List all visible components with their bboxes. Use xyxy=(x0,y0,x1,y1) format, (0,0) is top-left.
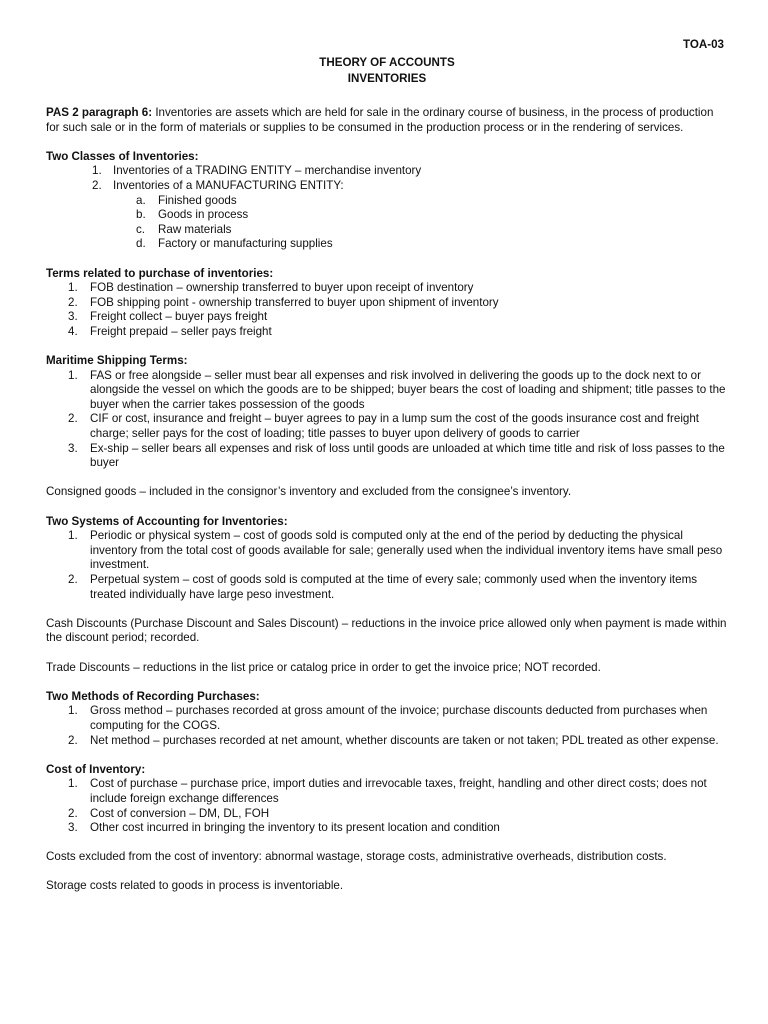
list-number: 2. xyxy=(68,295,78,309)
list-item xyxy=(46,821,728,836)
list-text: Inventories of a MANUFACTURING ENTITY: xyxy=(113,178,344,192)
list-text: Net method – purchases recorded at net amount, whether discounts are taken or not taken; PDL treated as other expense. xyxy=(90,733,719,747)
list-number: 1. xyxy=(92,164,102,178)
list-number: 1. xyxy=(68,529,78,543)
list-text: Perpetual system – cost of goods sold is computed at the time of every sale; commonly used when the inventory items treated individually have large peso investment. xyxy=(90,573,698,601)
list-number: 1. xyxy=(68,777,78,791)
list-number: d. xyxy=(136,237,146,251)
title-line-2: INVENTORIES xyxy=(347,71,427,85)
list-item xyxy=(46,194,728,209)
list-text: Factory or manufacturing supplies xyxy=(158,237,333,251)
list-number: 2. xyxy=(68,412,78,426)
section-cost-of-inventory xyxy=(46,763,728,836)
list-number: 1. xyxy=(68,704,78,718)
sub-list xyxy=(46,194,728,252)
list-text: CIF or cost, insurance and freight – buyer agrees to pay in a lump sum the cost of the goods insurance cost and freight charge; seller pays for the cost of loading; title passes to buyer upon delivery of goods to carrier xyxy=(90,412,700,441)
cash-discounts-paragraph: Cash Discounts (Purchase Discount and Sales Discount) – reductions in the invoice price allowed only when payment is made within the discount period; recorded. xyxy=(46,616,727,645)
section-heading: Two Classes of Inventories: xyxy=(46,149,199,163)
list-item xyxy=(46,237,728,252)
list-number: 3. xyxy=(68,441,78,455)
section-terms-purchase xyxy=(46,267,728,340)
list-item xyxy=(46,164,728,179)
list-number: 4. xyxy=(68,324,78,338)
list-text: FOB destination – ownership transferred to buyer upon receipt of inventory xyxy=(90,281,474,295)
section-two-classes xyxy=(46,150,728,252)
section-two-methods xyxy=(46,690,728,748)
list-number: c. xyxy=(136,222,146,236)
list-item xyxy=(46,325,728,340)
list-item xyxy=(46,223,728,238)
list-number: 3. xyxy=(68,310,78,324)
list-text: Ex-ship – seller bears all expenses and risk of loss until goods are unloaded at which time title and risk of loss passes to the buyer xyxy=(90,441,725,470)
list xyxy=(46,529,728,602)
list-text: Periodic or physical system – cost of goods sold is computed only at the end of the period by deducting the physical inventory from the total cost of goods available for sale; generally used when the individual inventory items have small peso investment. xyxy=(90,529,723,572)
consigned-goods-paragraph: Consigned goods – included in the consignor’s inventory and excluded from the consignee’s inventory. xyxy=(46,485,572,499)
section-heading: Cost of Inventory: xyxy=(46,762,146,776)
document-code: TOA-03 xyxy=(682,38,724,51)
list-item xyxy=(46,179,728,194)
list-number: 1. xyxy=(68,281,78,295)
section-maritime xyxy=(46,354,728,471)
list-item xyxy=(46,208,728,223)
list xyxy=(46,281,728,339)
list xyxy=(46,369,728,471)
list-item xyxy=(46,704,728,733)
list-text: Goods in process xyxy=(158,208,249,222)
intro-paragraph xyxy=(46,106,728,135)
list-item xyxy=(46,573,728,602)
list-item xyxy=(46,442,728,471)
list-item xyxy=(46,777,728,806)
list-item xyxy=(46,296,728,311)
list-number: 2. xyxy=(92,178,102,192)
list-text: Finished goods xyxy=(158,193,237,207)
list-text: FOB shipping point - ownership transferred to buyer upon shipment of inventory xyxy=(90,295,499,309)
section-heading: Maritime Shipping Terms: xyxy=(46,354,188,368)
list-item xyxy=(46,412,728,441)
list-text: Gross method – purchases recorded at gross amount of the invoice; purchase discounts deducted from purchases when computing for the COGS. xyxy=(90,704,708,732)
list-number: a. xyxy=(136,193,146,207)
list-text: FAS or free alongside – seller must bear all expenses and risk involved in delivering the goods up to the dock next to or alongside the vessel on which the goods are to be shipped; buyer bears the cost of loading and shipment; title passes to the buyer when the carrier takes possession of the goods xyxy=(90,368,726,411)
list-text: Raw materials xyxy=(158,222,232,236)
list-text: Freight collect – buyer pays freight xyxy=(90,310,268,324)
list-text: Other cost incurred in bringing the inventory to its present location and condition xyxy=(90,821,500,835)
list xyxy=(46,704,728,748)
list-text: Inventories of a TRADING ENTITY – merchandise inventory xyxy=(113,164,422,178)
list-number: 3. xyxy=(68,821,78,835)
section-heading: Two Methods of Recording Purchases: xyxy=(46,689,260,703)
list-item xyxy=(46,369,728,413)
list xyxy=(46,777,728,835)
list-number: b. xyxy=(136,208,146,222)
list-text: Cost of conversion – DM, DL, FOH xyxy=(90,806,270,820)
list-number: 2. xyxy=(68,573,78,586)
trade-discounts-paragraph: Trade Discounts – reductions in the list price or catalog price in order to get the invoice price; NOT recorded. xyxy=(46,660,601,674)
list-text: Cost of purchase – purchase price, import duties and irrevocable taxes, freight, handling and other direct costs; does not include foreign exchange differences xyxy=(90,777,707,805)
costs-excluded-paragraph: Costs excluded from the cost of inventory: abnormal wastage, storage costs, administrative overheads, distribution costs. xyxy=(46,850,667,864)
list-item xyxy=(46,310,728,325)
list-item xyxy=(46,807,728,822)
intro-text: Inventories are assets which are held for sale in the ordinary course of business, in the process of production for such sale or in the form of materials or supplies to be consumed in the production process or in the rendering of services. xyxy=(46,106,714,134)
list-item xyxy=(46,529,728,573)
intro-lead: PAS 2 paragraph 6: xyxy=(46,106,153,119)
document-title xyxy=(46,0,728,86)
list-number: 2. xyxy=(68,733,78,747)
title-line-1: THEORY OF ACCOUNTS xyxy=(319,56,455,69)
list-item xyxy=(46,281,728,296)
list-item xyxy=(46,734,728,749)
section-two-systems xyxy=(46,515,728,603)
section-heading: Two Systems of Accounting for Inventories: xyxy=(46,514,288,528)
list-text: Freight prepaid – seller pays freight xyxy=(90,324,272,338)
list xyxy=(46,164,728,193)
section-heading: Terms related to purchase of inventories: xyxy=(46,266,274,280)
list-number: 1. xyxy=(68,368,78,382)
list-number: 2. xyxy=(68,806,78,820)
storage-costs-paragraph: Storage costs related to goods in process is inventoriable. xyxy=(46,879,344,893)
